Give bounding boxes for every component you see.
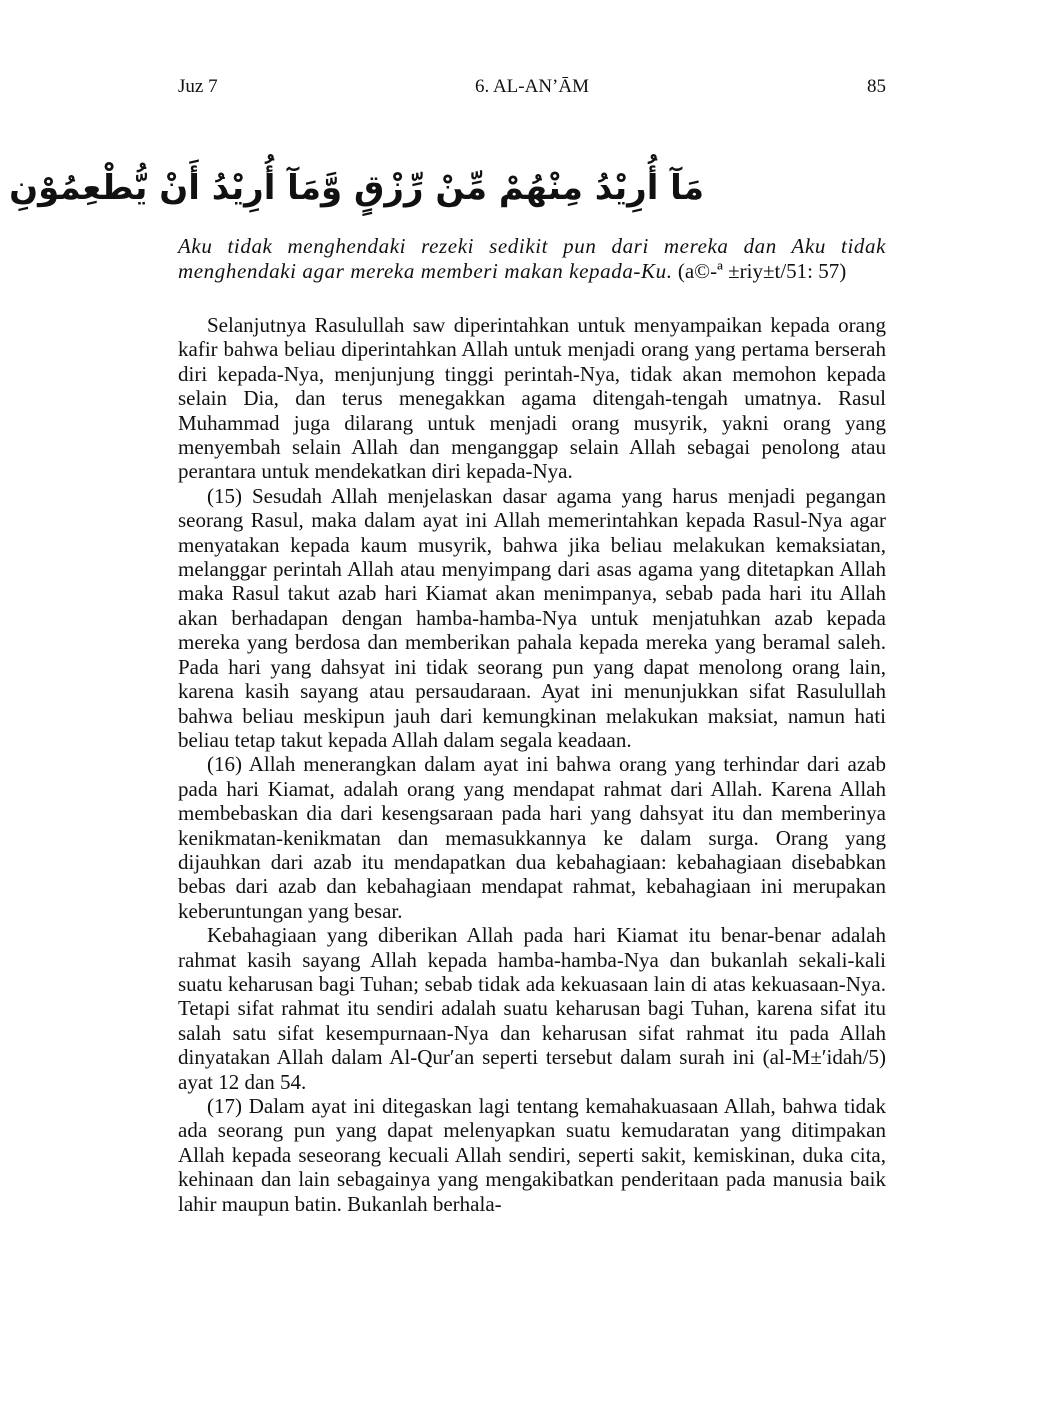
paragraph: Kebahagiaan yang diberikan Allah pada hari Kiamat itu benar-benar adalah rahmat kasih sayang Allah kepada hamba-hamba-Nya dan bukanlah sekali-kali suatu keharusan bagi Tuhan; sebab tidak ada kekuasaan lain di atas kekuasaan-Nya. Tetapi sifat rahmat itu sendiri adalah suatu keharusan bagi Tuhan, karena sifat itu salah satu sifat kesempurnaan-Nya dan keharusan sifat rahmat itu pada Allah dinyatakan Allah dalam Al-Qur′an seperti tersebut dalam surah ini (al-M±′idah/5) ayat 12 dan 54.	[178, 923, 886, 1094]
translation-text: Aku tidak menghendaki rezeki sedikit pun dari mereka dan Aku tidak menghendaki agar mereka memberi makan kepada-Ku.	[178, 234, 886, 283]
juz-label: Juz 7	[178, 76, 218, 97]
verse-reference: (a©-ª ±riy±t/51: 57)	[672, 258, 847, 283]
page-header	[178, 76, 886, 104]
verse-translation	[178, 234, 886, 283]
paragraph: (15) Sesudah Allah menjelaskan dasar agama yang harus menjadi pegangan seorang Rasul, maka dalam ayat ini Allah memerintahkan kepada Rasul-Nya agar menyatakan kepada kaum musyrik, bahwa jika beliau melakukan kemaksiatan, melanggar perintah Allah atau menyimpang dari asas agama yang ditetapkan Allah maka Rasul takut azab hari Kiamat akan menimpanya, sebab pada hari itu Allah akan berhadapan dengan hamba-hamba-Nya untuk menjatuhkan azab kepada mereka yang berdosa dan memberikan pahala kepada mereka yang beramal saleh. Pada hari yang dahsyat ini tidak seorang pun yang dapat menolong orang lain, karena kasih sayang atau persaudaraan. Ayat ini menunjukkan sifat Rasulullah bahwa beliau meskipun jauh dari kemungkinan melakukan maksiat, namun hati beliau tetap takut kepada Allah dalam segala keadaan.	[178, 483, 886, 752]
paragraph: (16) Allah menerangkan dalam ayat ini bahwa orang yang terhindar dari azab pada hari Kiamat, adalah orang yang mendapat rahmat dari Allah. Karena Allah membebaskan dia dari kesengsaraan pada hari yang dahsyat itu dan memberinya kenikmatan-kenikmatan dan memasukkannya ke dalam surga. Orang yang dijauhkan dari azab itu mendapatkan dua kebahagiaan: kebahagiaan disebabkan bebas dari azab dan kebahagiaan mendapat rahmat, kebahagiaan ini merupakan keberuntungan yang besar.	[178, 752, 886, 923]
surah-title: 6. AL-AN’ĀM	[475, 76, 589, 97]
arabic-verse: مَآ أُرِيْدُ مِنْهُمْ مِّنْ رِّزْقٍ وَّمَآ أُرِيْدُ أَنْ يُّطْعِمُوْنِ	[9, 168, 704, 208]
paragraph: (17) Dalam ayat ini ditegaskan lagi tentang kemahakuasaan Allah, bahwa tidak ada seorang pun yang dapat melenyapkan suatu kemudaratan yang ditimpakan Allah kepada seseorang kecuali Allah sendiri, seperti sakit, kemiskinan, duka cita, kehinaan dan lain sebagainya yang mengakibatkan penderitaan pada manusia baik lahir maupun batin. Bukanlah berhala-	[178, 1094, 886, 1216]
page-number: 85	[867, 76, 886, 97]
paragraph: Selanjutnya Rasulullah saw diperintahkan untuk menyampaikan kepada orang kafir bahwa beliau diperintahkan Allah untuk menjadi orang yang pertama berserah diri kepada-Nya, menjunjung tinggi perintah-Nya, tidak akan memohon kepada selain Dia, dan terus menegakkan agama ditengah-tengah umatnya. Rasul Muhammad juga dilarang untuk menjadi orang musyrik, yakni orang yang menyembah selain Allah dan menganggap selain Allah sebagai penolong atau perantara untuk mendekatkan diri kepada-Nya.	[178, 313, 886, 484]
commentary-body	[178, 313, 886, 1216]
